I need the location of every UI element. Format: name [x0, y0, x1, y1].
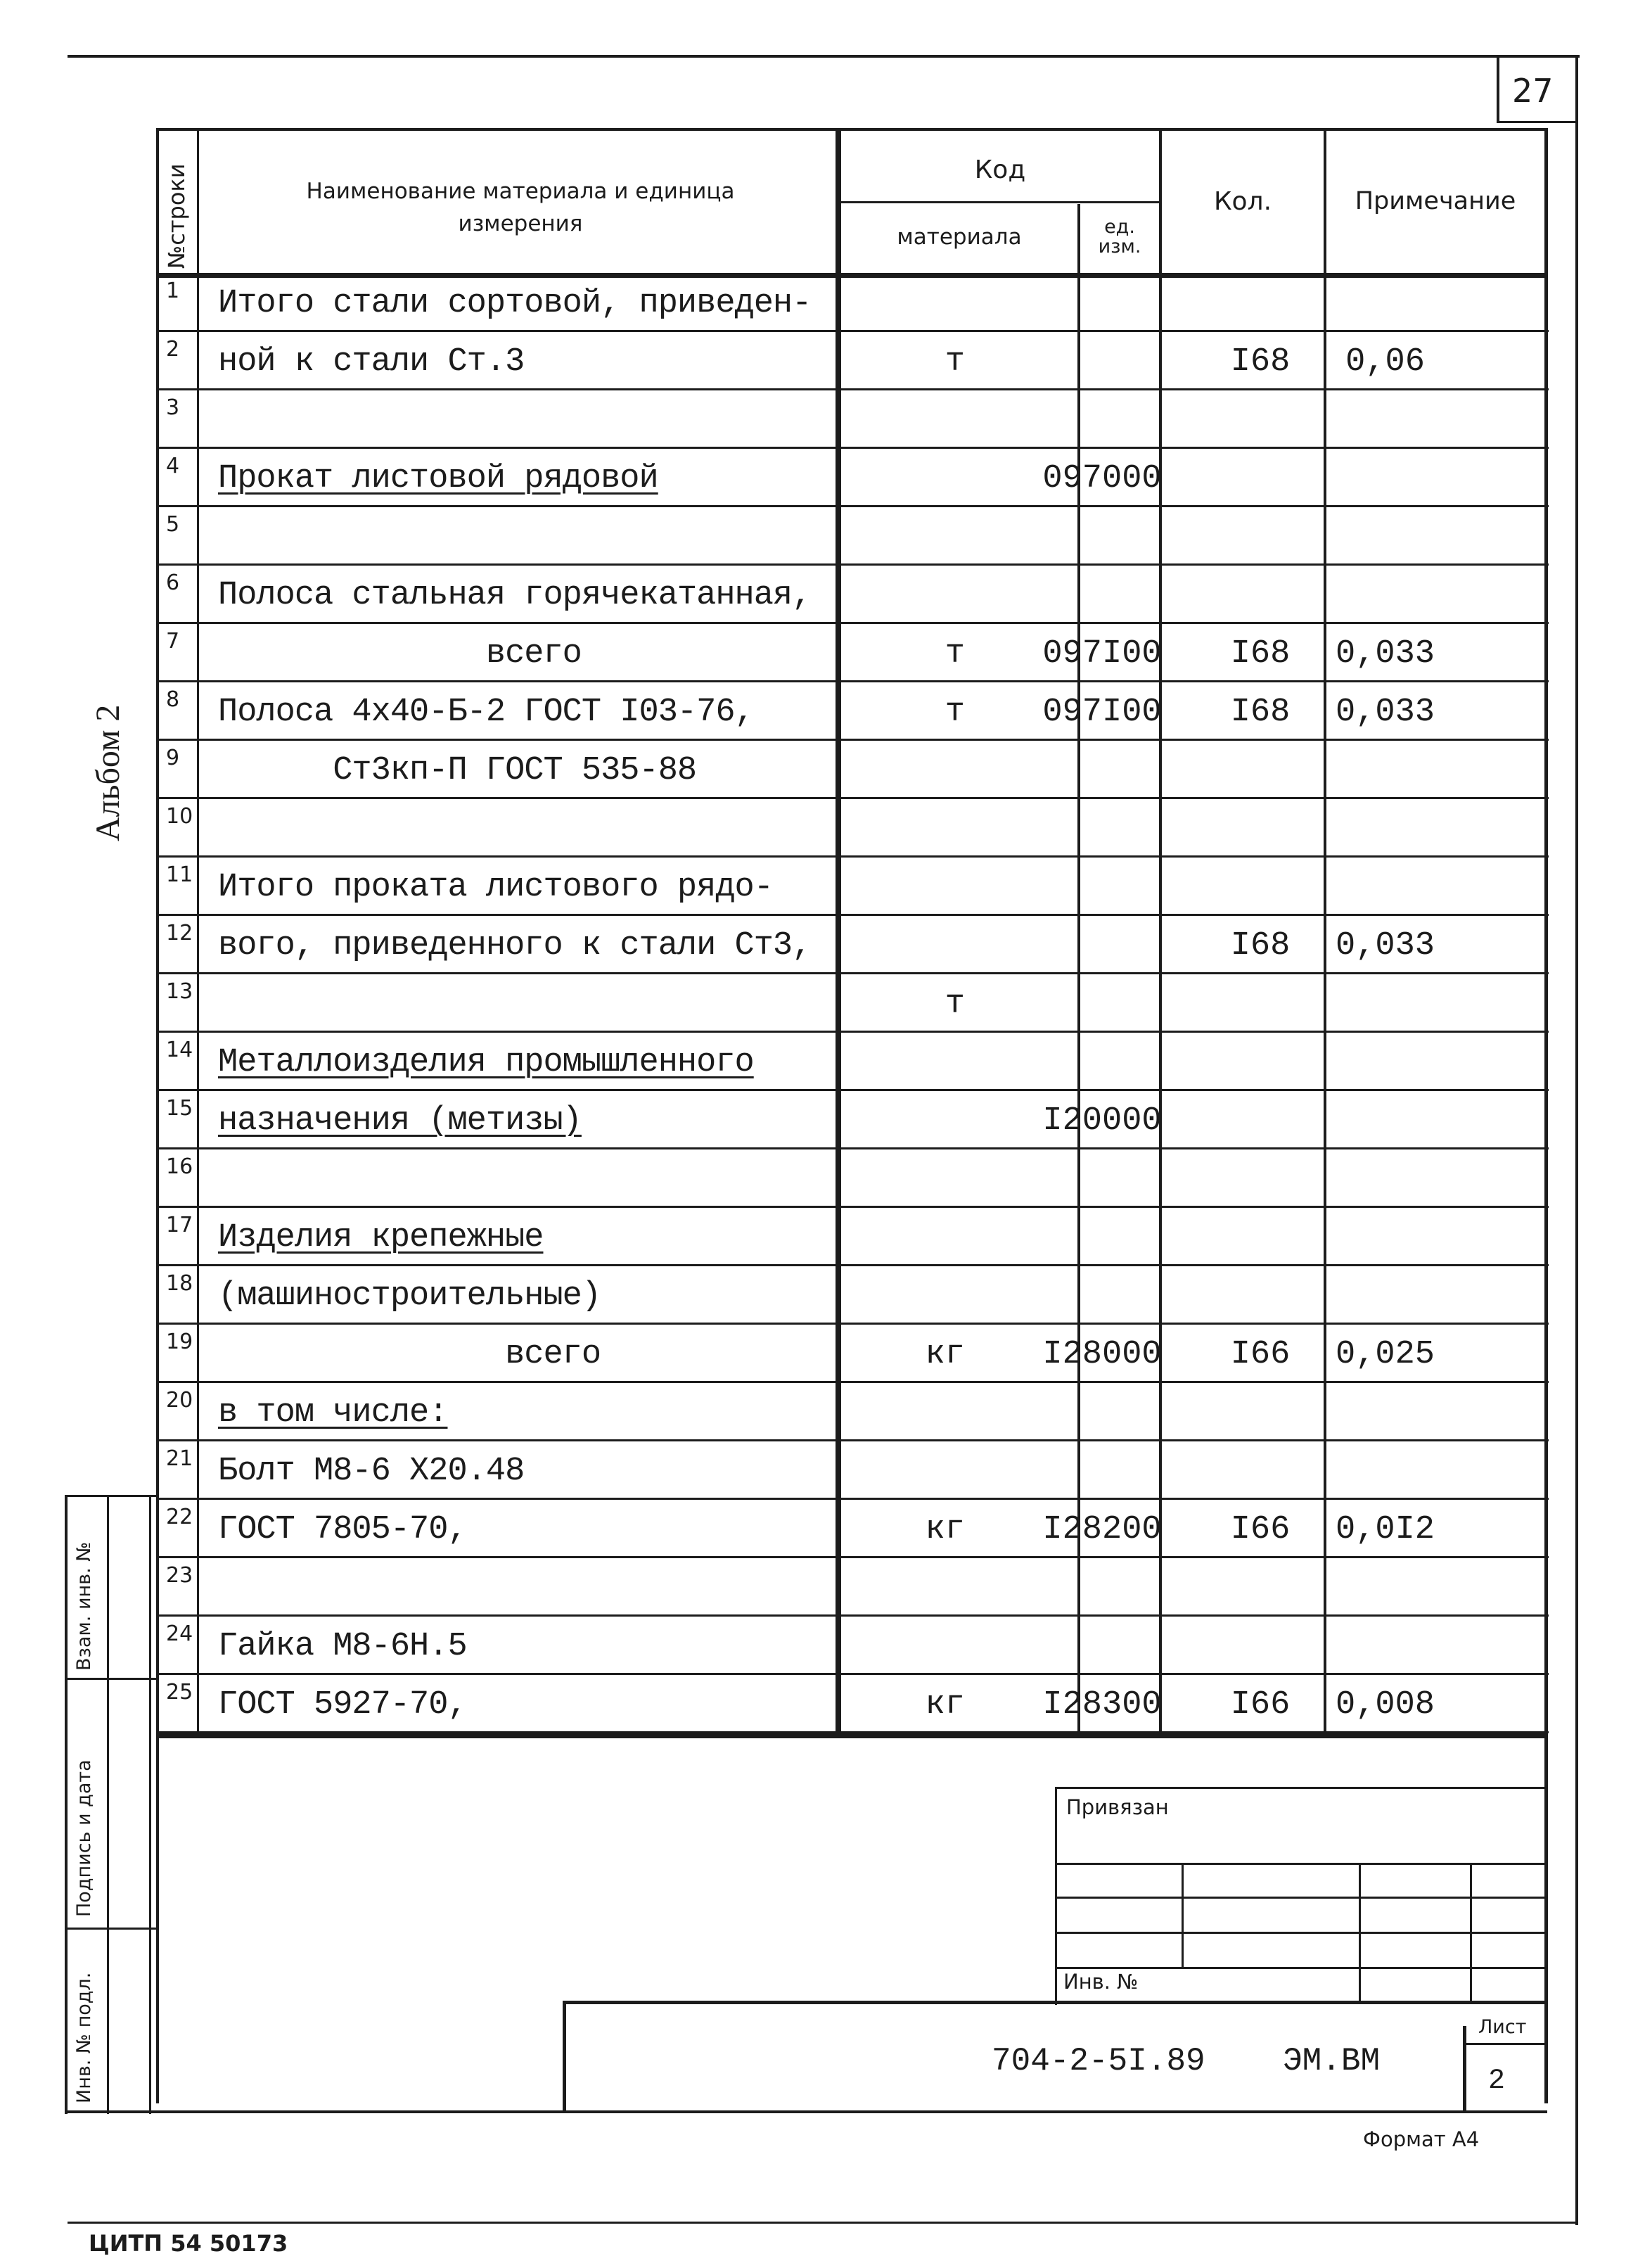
inv-label: Инв. № подл. [73, 1972, 95, 2103]
row-unit: кг [925, 1511, 965, 1548]
left-strip-edge [149, 1495, 151, 2114]
vzam-label: Взам. инв. № [73, 1541, 95, 1671]
stamp-line-1 [1055, 1863, 1547, 1865]
row-number: 21 [166, 1446, 193, 1471]
row-unit: т [945, 986, 965, 1023]
row-number: 24 [166, 1622, 193, 1646]
table-row [156, 1033, 1549, 1091]
title-block-top [563, 2001, 1547, 2004]
row-unit: кг [925, 1336, 965, 1373]
row-text: Гайка М8-6Н.5 [218, 1628, 467, 1665]
left-strip-bottom [65, 2110, 1547, 2113]
row-unit-code: I68 [1230, 343, 1291, 381]
row-unit-code: I68 [1230, 694, 1291, 731]
row-divider [156, 1147, 1549, 1149]
sheet-label: Лист [1478, 2016, 1527, 2038]
row-divider [156, 1323, 1549, 1325]
stamp-top [1055, 1787, 1547, 1789]
row-text: ной к стали Ст.3 [218, 343, 525, 381]
stamp-col-2 [1359, 1863, 1361, 2003]
row-number: 14 [166, 1038, 193, 1062]
header-note: Примечание [1355, 187, 1516, 215]
row-number: 11 [166, 862, 193, 887]
row-quantity: 0,025 [1335, 1336, 1435, 1373]
table-row [156, 975, 1549, 1033]
row-number: 1 [166, 279, 180, 303]
row-number: 12 [166, 921, 193, 945]
title-block-left [563, 2001, 566, 2113]
row-unit: кг [925, 1686, 965, 1724]
table-row [156, 1150, 1549, 1208]
row-number: 25 [166, 1680, 193, 1705]
row-text: Прокат листовой рядовой [218, 460, 658, 497]
format-label: Формат А4 [1363, 2127, 1480, 2151]
row-unit-code: I66 [1230, 1511, 1291, 1548]
row-material-code: 097I00 [1042, 635, 1162, 673]
row-divider [156, 1089, 1549, 1091]
table-row [156, 508, 1549, 566]
row-text: вого, приведенного к стали Ст3, [218, 927, 812, 964]
table-row [156, 800, 1549, 858]
header-qty: Кол. [1213, 186, 1272, 216]
stamp-col-3 [1470, 1863, 1472, 2003]
row-text: в том числе: [218, 1394, 448, 1432]
title-block-sheet-line [1463, 2043, 1547, 2045]
row-divider [156, 505, 1549, 507]
row-number: 8 [166, 687, 180, 712]
left-strip-top [65, 1495, 156, 1497]
row-divider [156, 388, 1549, 390]
table-row [156, 1617, 1549, 1675]
row-divider [156, 1439, 1549, 1441]
left-strip-outer [65, 1495, 68, 2114]
row-text: всего [218, 635, 582, 673]
row-text: Болт М8-6 Х20.48 [218, 1453, 525, 1490]
row-unit-code: I68 [1230, 635, 1291, 673]
row-unit-code: I68 [1230, 927, 1291, 964]
table-row [156, 274, 1549, 332]
row-number: 5 [166, 512, 180, 537]
row-material-code: 097I00 [1042, 694, 1162, 731]
table-bottom-line [156, 1733, 1547, 1738]
row-divider [156, 1498, 1549, 1500]
row-number: 22 [166, 1505, 193, 1529]
left-strip-inner [107, 1495, 109, 2114]
header-code-group: Код [974, 155, 1026, 184]
row-number: 13 [166, 979, 193, 1004]
row-material-code: I28000 [1042, 1336, 1162, 1373]
podpis-label: Подпись и дата [73, 1759, 95, 1917]
table-row [156, 1501, 1549, 1558]
row-text: (машиностроительные) [218, 1278, 601, 1315]
row-unit-code: I66 [1230, 1686, 1291, 1724]
stamp-line-3 [1055, 1932, 1547, 1934]
stamp-line-4 [1055, 1967, 1547, 1969]
right-border [1575, 55, 1578, 2225]
row-divider [156, 972, 1549, 974]
row-text: ГОСТ 7805-70, [218, 1511, 467, 1548]
row-divider [156, 1614, 1549, 1617]
row-text: назначения (метизы) [218, 1102, 582, 1140]
row-number: 23 [166, 1563, 193, 1588]
row-text: Изделия крепежные [218, 1219, 544, 1256]
row-number: 20 [166, 1388, 193, 1413]
row-quantity: 0,033 [1335, 635, 1435, 673]
page-number-divider [1497, 55, 1499, 122]
footer-code: ЦИТП 54 50173 [89, 2230, 288, 2257]
table-row [156, 566, 1549, 624]
table-row [156, 741, 1549, 799]
table-row [156, 1384, 1549, 1441]
row-divider [156, 1264, 1549, 1266]
header-name: Наименование материала и единица измерения [306, 179, 735, 236]
row-divider [156, 447, 1549, 449]
row-quantity: 0,0I2 [1335, 1511, 1435, 1548]
row-divider [156, 330, 1549, 332]
left-strip-sep1 [65, 1678, 156, 1680]
row-quantity: 0,033 [1335, 694, 1435, 731]
row-divider [156, 855, 1549, 858]
table-row [156, 1267, 1549, 1325]
row-unit: т [945, 635, 965, 673]
table-row [156, 1442, 1549, 1500]
page-number-underline [1497, 121, 1578, 123]
row-unit-code: I66 [1230, 1336, 1291, 1373]
bottom-border [68, 2222, 1578, 2224]
row-number: 17 [166, 1213, 193, 1237]
row-number: 19 [166, 1330, 193, 1354]
row-material-code: I28300 [1042, 1686, 1162, 1724]
row-number: 16 [166, 1154, 193, 1179]
row-number: 10 [166, 804, 193, 829]
row-text: Полоса 4х40-Б-2 ГОСТ I03-76, [218, 694, 754, 731]
row-number: 2 [166, 337, 180, 362]
stamp-line-2 [1055, 1897, 1547, 1899]
table-row [156, 858, 1549, 916]
table-row [156, 917, 1549, 974]
row-material-code: I20000 [1042, 1102, 1162, 1140]
row-number: 3 [166, 395, 180, 420]
top-border [68, 55, 1580, 58]
album-label: Альбом 2 [89, 704, 127, 841]
stamp-privyazan: Привязан [1066, 1795, 1169, 1819]
row-material-code: I28200 [1042, 1511, 1162, 1548]
row-divider [156, 1731, 1549, 1733]
stamp-col-1 [1182, 1863, 1184, 1967]
row-divider [156, 622, 1549, 624]
row-divider [156, 1206, 1549, 1208]
row-text: Итого стали сортовой, приведен- [218, 285, 812, 322]
row-divider [156, 739, 1549, 741]
stamp-inv-no: Инв. № [1063, 1970, 1139, 1994]
row-material-code: 097000 [1042, 460, 1162, 497]
table-row [156, 333, 1549, 390]
row-divider [156, 914, 1549, 916]
row-divider [156, 680, 1549, 682]
table-row [156, 1676, 1549, 1733]
left-strip-sep2 [65, 1928, 156, 1930]
row-number: 18 [166, 1271, 193, 1296]
row-divider [156, 1673, 1549, 1675]
row-unit: т [945, 694, 965, 731]
row-quantity: 0,008 [1335, 1686, 1435, 1724]
row-text: Металлоизделия промышленного [218, 1044, 754, 1081]
row-number: 7 [166, 629, 180, 654]
header-row-no: №строки [163, 163, 190, 269]
document-code: 704-2-5I.89 ЭМ.ВМ [992, 2043, 1381, 2079]
row-number: 15 [166, 1096, 193, 1121]
table-row [156, 1559, 1549, 1617]
row-text: Полоса стальная горячекатанная, [218, 577, 812, 614]
row-divider [156, 1556, 1549, 1558]
table-row [156, 1325, 1549, 1383]
row-text: Ст3кп-П ГОСТ 535-88 [218, 752, 697, 789]
row-divider [156, 1381, 1549, 1383]
row-number: 9 [166, 746, 180, 770]
table-row [156, 625, 1549, 682]
row-text: ГОСТ 5927-70, [218, 1686, 467, 1724]
row-quantity: 0,033 [1335, 927, 1435, 964]
sheet-number: 2 [1488, 2065, 1506, 2097]
title-block-sheet-sep [1463, 2026, 1466, 2113]
table-row [156, 1092, 1549, 1149]
row-number: 6 [166, 571, 180, 595]
row-divider [156, 563, 1549, 566]
row-divider [156, 1031, 1549, 1033]
header-unit-code: ед. изм. [1098, 216, 1141, 257]
row-divider [156, 797, 1549, 799]
row-number: 4 [166, 454, 180, 478]
table-row [156, 391, 1549, 449]
code-subheader-line [838, 201, 1160, 203]
row-unit: т [945, 343, 965, 381]
row-text: всего [218, 1336, 601, 1373]
table-row [156, 450, 1549, 507]
table-row [156, 1209, 1549, 1266]
header-material-code: материала [897, 224, 1022, 250]
row-quantity: 0,06 [1345, 343, 1425, 381]
table-row [156, 683, 1549, 741]
row-text: Итого проката листового рядо- [218, 869, 773, 906]
stamp-left [1055, 1787, 1057, 2005]
page-number: 27 [1512, 72, 1554, 110]
